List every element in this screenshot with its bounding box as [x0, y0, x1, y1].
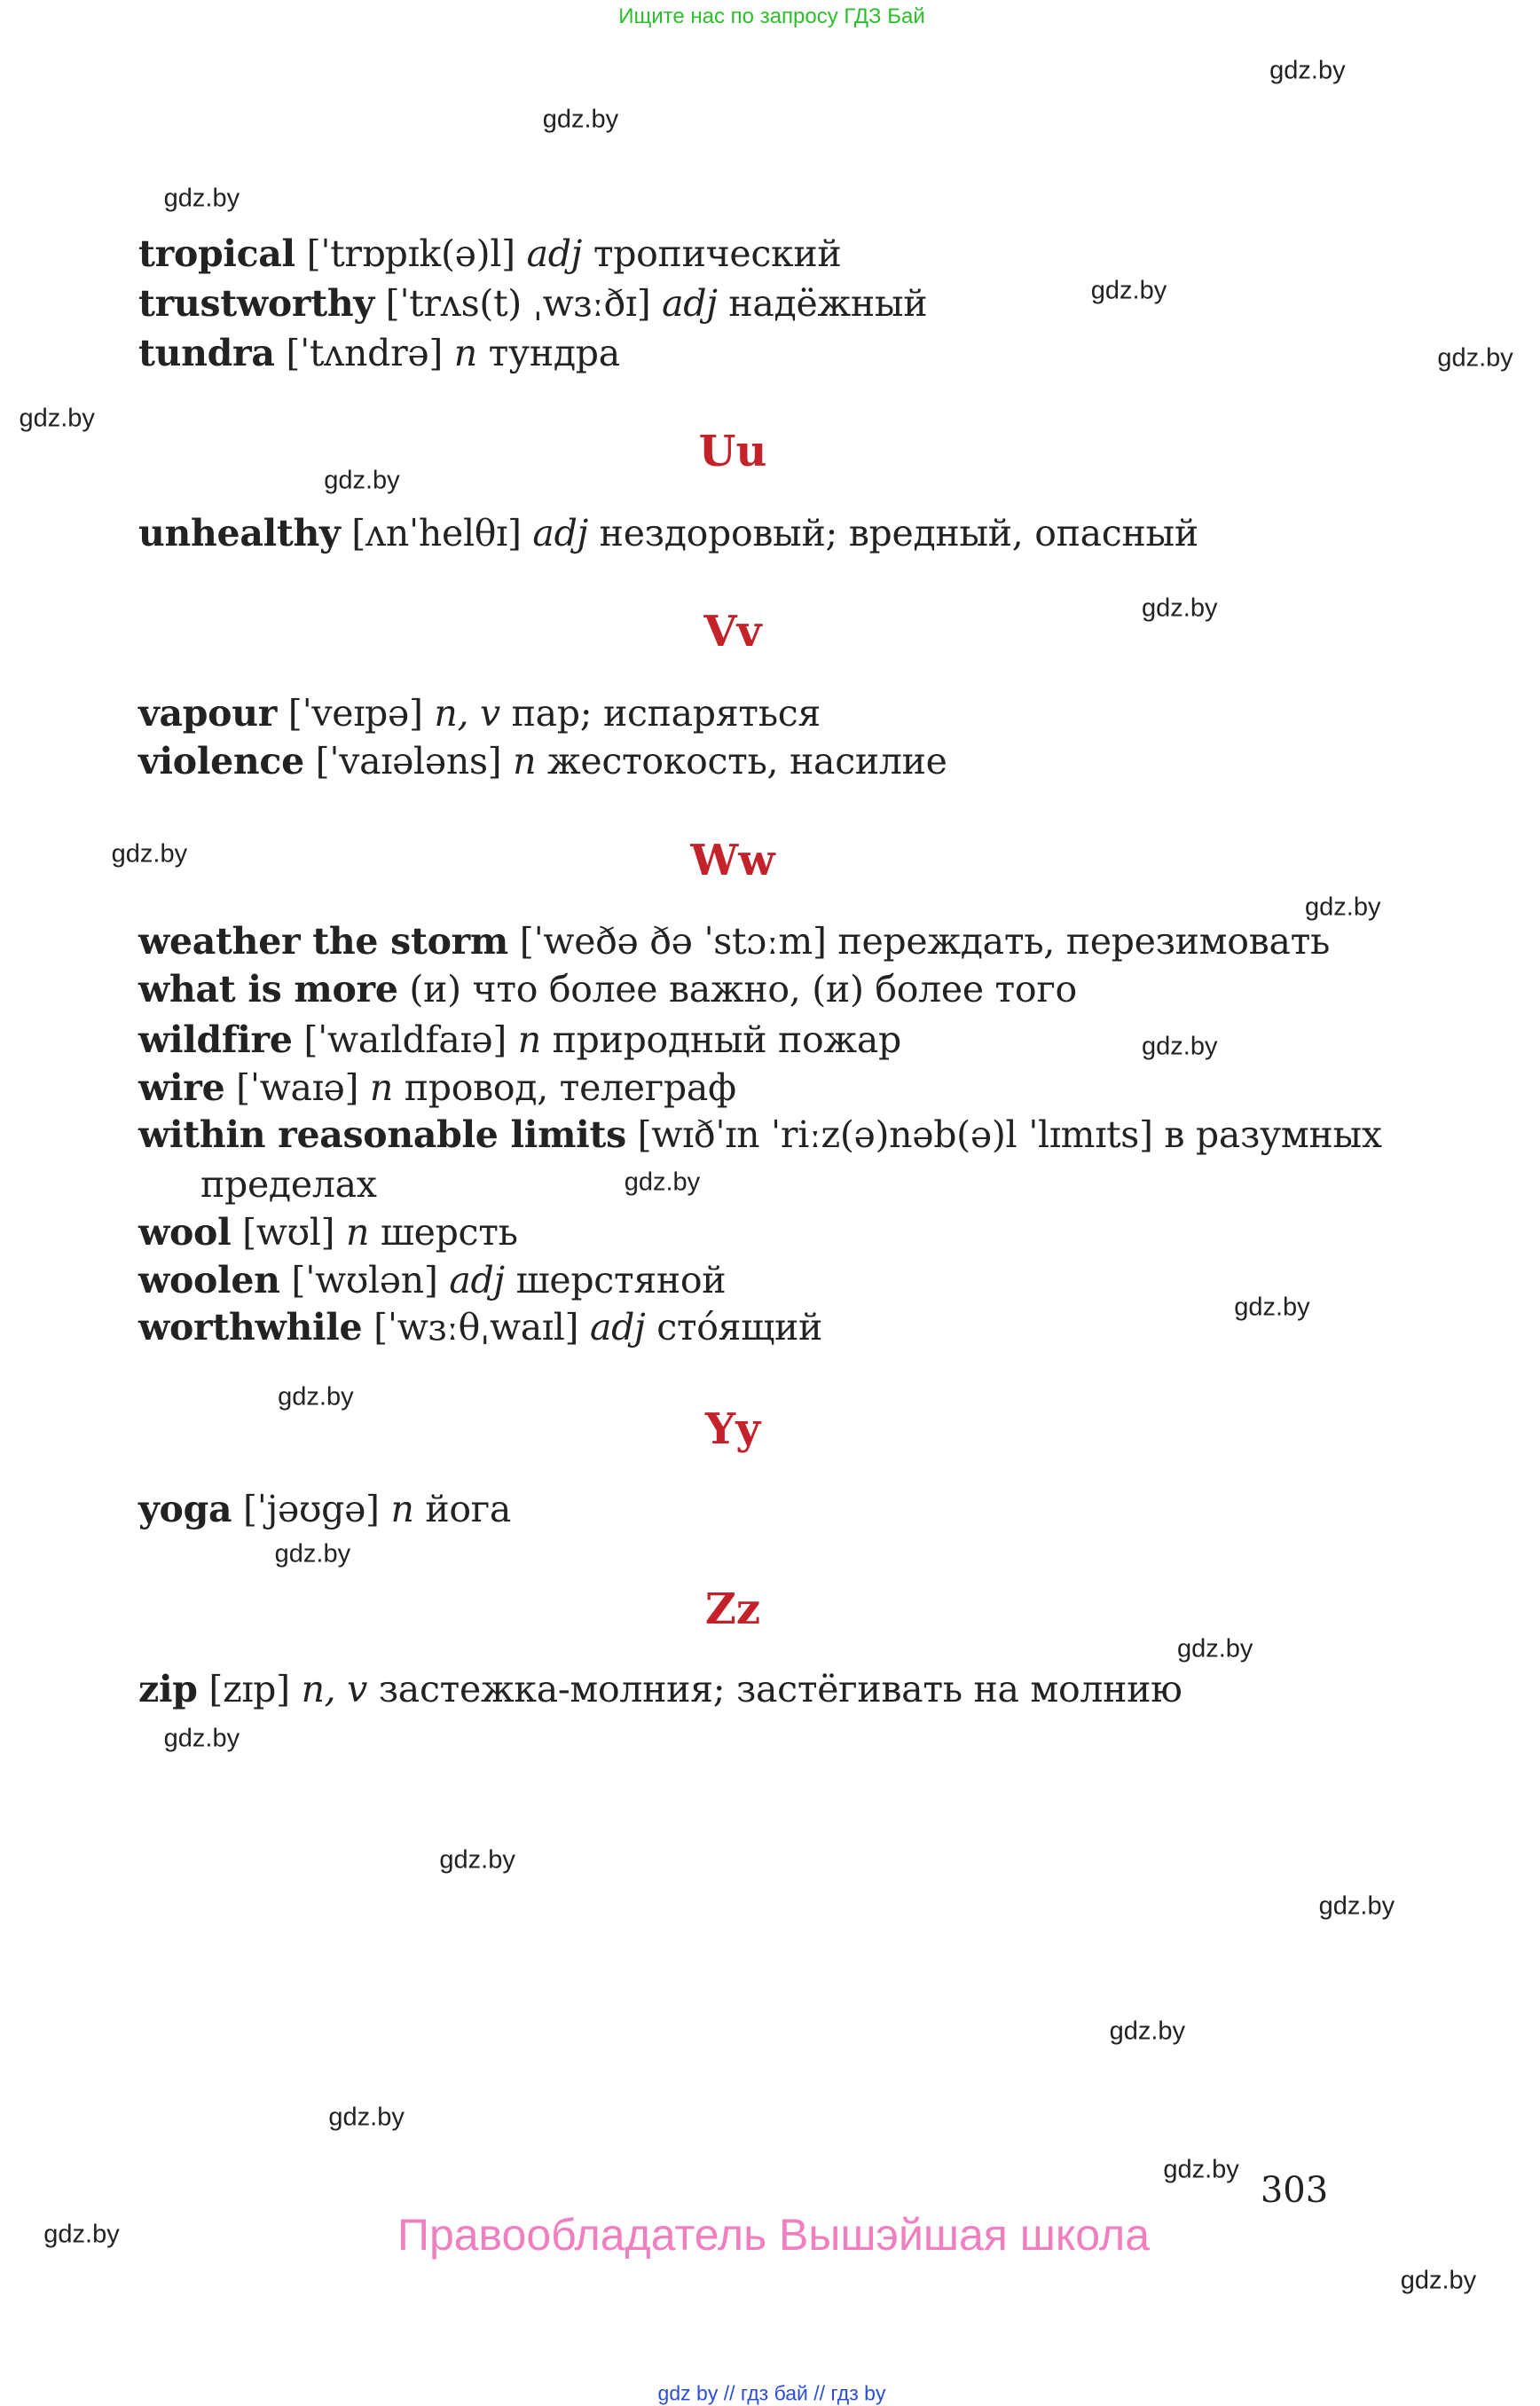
entry-pronunciation: [ˈvaɪələns] — [315, 739, 502, 782]
watermark-text: gdz.by — [19, 404, 95, 433]
entry-headword: weather the storm — [138, 919, 509, 963]
entry-translation: йога — [425, 1488, 512, 1531]
watermark-text: gdz.by — [111, 839, 188, 869]
dictionary-entry — [138, 1488, 511, 1530]
watermark-text: gdz.by — [163, 184, 240, 213]
entry-headword: tundra — [138, 331, 275, 374]
entry-headword: trustworthy — [138, 281, 374, 325]
entry-part-of-speech: n — [517, 1018, 541, 1061]
entry-part-of-speech: adj — [526, 232, 583, 276]
entry-translation: природный пожар — [552, 1018, 901, 1061]
entry-part-of-speech: adj — [589, 1306, 646, 1349]
section-letter: Vv — [703, 606, 762, 657]
watermark-text: gdz.by — [163, 1724, 240, 1753]
watermark-text: gdz.by — [1400, 2266, 1477, 2295]
entry-pronunciation: [ˈwɜːθˌwaɪl] — [373, 1306, 579, 1349]
dictionary-entry — [138, 740, 947, 782]
watermark-text: gdz.by — [1269, 56, 1346, 85]
entry-translation: надёжный — [728, 281, 928, 325]
entry-translation: нездоровый; вредный, опасный — [599, 511, 1198, 554]
dictionary-entry — [138, 920, 1330, 963]
entry-headword: unhealthy — [138, 511, 341, 554]
entry-headword: worthwhile — [138, 1306, 363, 1349]
entry-translation: шерсть — [380, 1210, 518, 1254]
dictionary-entry — [138, 1113, 1382, 1156]
section-letter: Uu — [698, 426, 767, 476]
entry-translation: шерстяной — [515, 1258, 727, 1301]
watermark-text: gdz.by — [1318, 1891, 1395, 1921]
top-note: Ищите нас по запросу ГДЗ Бай — [618, 4, 925, 28]
dictionary-entry — [138, 512, 1198, 554]
dictionary-entry — [138, 692, 821, 735]
section-letter: Zz — [704, 1584, 761, 1635]
watermark-text: gdz.by — [1437, 343, 1513, 373]
section-letter: Yy — [704, 1404, 761, 1454]
entry-pronunciation: [ˈwʊlən] — [291, 1258, 438, 1301]
watermark-text: gdz.by — [1109, 2017, 1186, 2046]
dictionary-entry — [138, 1306, 822, 1348]
entry-part-of-speech: adj — [662, 281, 718, 325]
entry-pronunciation: [ˈjəʊgə] — [242, 1488, 380, 1531]
entry-translation: жестокость, насилие — [546, 739, 947, 782]
watermark-text: gdz.by — [1090, 276, 1167, 305]
section-letter: Ww — [690, 836, 775, 886]
dictionary-entry — [138, 1066, 736, 1109]
watermark-text: gdz.by — [542, 105, 619, 134]
entry-translation-continuation: пределах — [200, 1162, 377, 1206]
entry-part-of-speech: n — [390, 1488, 414, 1531]
entry-translation: застежка-молния; застёгивать на молнию — [378, 1668, 1182, 1711]
entry-part-of-speech: adj — [449, 1258, 505, 1301]
entry-headword: violence — [138, 739, 304, 782]
watermark-text: gdz.by — [324, 466, 400, 495]
watermark-text: gdz.by — [274, 1539, 351, 1569]
entry-part-of-speech: n, v — [301, 1668, 367, 1711]
watermark-text: gdz.by — [624, 1168, 701, 1197]
entry-headword: yoga — [138, 1488, 232, 1531]
footer-links[interactable]: gdz by // гдз бай // гдз by — [657, 2381, 886, 2405]
entry-translation: сто́ящий — [656, 1306, 823, 1349]
watermark-text: gdz.by — [1176, 1634, 1253, 1663]
entry-part-of-speech: n — [453, 331, 477, 374]
entry-headword: what is more — [138, 967, 398, 1010]
watermark-text: gdz.by — [439, 1845, 515, 1875]
entry-part-of-speech: adj — [532, 511, 588, 554]
watermark-text: gdz.by — [1142, 594, 1218, 623]
entry-translation: переждать, перезимовать — [837, 919, 1330, 963]
dictionary-entry — [138, 1259, 726, 1301]
entry-part-of-speech: n, v — [434, 691, 500, 735]
entry-translation: тропический — [593, 232, 842, 276]
owner-notice: Правообладатель Вышэйшая школа — [397, 2210, 1150, 2260]
entry-pronunciation: [ˈtrɒpɪk(ə)l] — [306, 232, 515, 276]
dictionary-entry — [138, 332, 620, 374]
entry-headword: within reasonable limits — [138, 1113, 626, 1157]
entry-headword: wire — [138, 1065, 225, 1109]
entry-pronunciation: [wɪðˈɪn ˈriːz(ə)nəb(ə)l ˈlɪmɪts] — [637, 1113, 1153, 1157]
entry-translation: пар; испаряться — [511, 691, 821, 735]
entry-pronunciation: [ˈwaɪə] — [236, 1065, 359, 1109]
entry-part-of-speech: n — [345, 1210, 370, 1254]
entry-translation: в разумных — [1164, 1113, 1382, 1157]
dictionary-entry — [138, 232, 841, 275]
entry-pronunciation: [zɪp] — [208, 1668, 290, 1711]
watermark-text: gdz.by — [1305, 892, 1381, 921]
dictionary-entry — [138, 968, 1077, 1010]
entry-pronunciation: [ʌnˈhelθɪ] — [351, 511, 522, 554]
entry-headword: woolen — [138, 1258, 280, 1301]
entry-pronunciation: [ˈweðə ðə ˈstɔːm] — [519, 919, 827, 963]
watermark-text: gdz.by — [1234, 1293, 1310, 1322]
entry-pronunciation: [ˈtʌndrə] — [286, 331, 444, 374]
entry-headword: wool — [138, 1210, 232, 1254]
entry-headword: tropical — [138, 232, 295, 276]
entry-pronunciation: [ˈveɪpə] — [287, 691, 423, 735]
dictionary-entry — [138, 1668, 1182, 1710]
watermark-text: gdz.by — [1142, 1032, 1218, 1061]
watermark-text: gdz.by — [328, 2103, 405, 2132]
watermark-text: gdz.by — [43, 2220, 120, 2249]
entry-pronunciation: [wʊl] — [242, 1210, 335, 1254]
watermark-text: gdz.by — [1163, 2155, 1239, 2184]
page-number: 303 — [1260, 2170, 1329, 2211]
watermark-text: gdz.by — [278, 1382, 354, 1411]
entry-headword: wildfire — [138, 1018, 293, 1061]
entry-headword: vapour — [138, 691, 278, 735]
entry-pronunciation: [ˈwaɪldfaɪə] — [303, 1018, 507, 1061]
entry-translation: тундра — [488, 331, 620, 374]
entry-part-of-speech: n — [369, 1065, 394, 1109]
entry-part-of-speech: n — [513, 739, 537, 782]
dictionary-entry — [138, 1211, 518, 1254]
entry-translation: провод, телеграф — [404, 1065, 736, 1109]
dictionary-entry — [138, 282, 927, 325]
entry-pronunciation: [ˈtrʌs(t) ˌwɜːðɪ] — [385, 281, 651, 325]
dictionary-entry — [138, 1018, 901, 1061]
entry-translation: (и) что более важно, (и) более того — [409, 967, 1077, 1010]
entry-headword: zip — [138, 1668, 198, 1711]
